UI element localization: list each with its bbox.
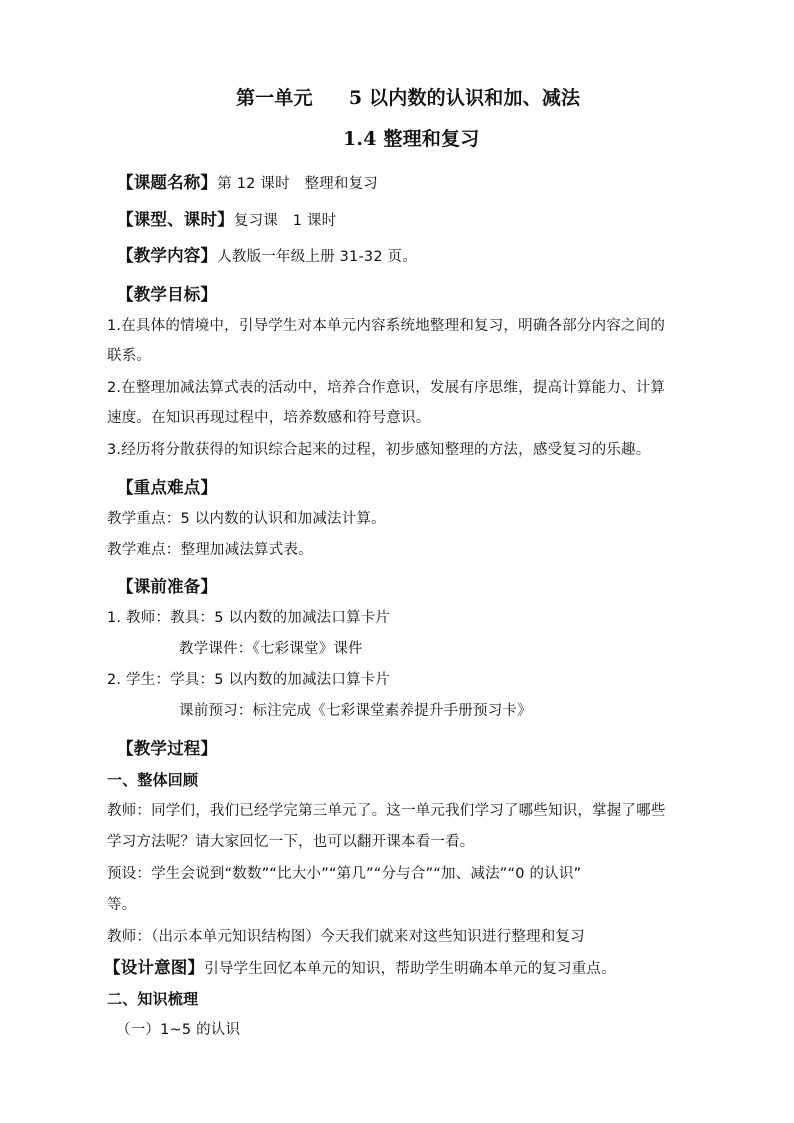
para-3: 教师：（出示本单元知识结构图）今天我们就来对这些知识进行整理和复习: [107, 929, 585, 945]
keypoints-heading: 【重点难点】: [117, 478, 218, 497]
goals-heading: 【教学目标】: [117, 285, 218, 304]
process-heading: 【教学过程】: [117, 739, 218, 758]
course-name-line: [117, 173, 378, 194]
course-content-value: 人教版一年级上册 31-32 页。: [217, 249, 417, 265]
lesson-title: 1.4 整理和复习: [343, 128, 480, 150]
design-intent-line: [104, 958, 616, 979]
course-type-value: 复习课 1 课时: [233, 213, 337, 229]
course-content-label: 【教学内容】: [117, 246, 218, 265]
course-type-line: [117, 210, 336, 231]
para-2-line-2: 等。: [107, 897, 137, 913]
prep-heading: 【课前准备】: [117, 577, 218, 596]
prep-student-2: 课前预习：标注完成《七彩课堂素养提升手册预习卡》: [179, 703, 532, 719]
unit-label: 第一单元: [236, 87, 313, 109]
course-name-label: 【课题名称】: [117, 173, 218, 192]
course-type-label: 【课型、课时】: [117, 210, 234, 229]
course-content-line: [117, 246, 417, 267]
key-point: 教学重点：5 以内数的认识和加减法计算。: [107, 511, 386, 527]
part-2-title: 二、知识梳理: [107, 990, 199, 1008]
difficult-point: 教学难点：整理加减法算式表。: [107, 542, 313, 558]
goal-2-line-1: 2.在整理加减法算式表的活动中，培养合作意识，发展有序思维，提高计算能力、计算: [107, 380, 666, 396]
unit-title: [236, 86, 580, 110]
prep-teacher-1: 1. 教师：教具：5 以内数的加减法口算卡片: [107, 610, 391, 626]
para-1-line-2: 学习方法呢？请大家回忆一下，也可以翻开课本看一看。: [107, 834, 475, 850]
goal-1-line-2: 联系。: [107, 348, 152, 364]
part-1-title: 一、整体回顾: [107, 771, 199, 789]
design-intent-value: 引导学生回忆本单元的知识，帮助学生明确本单元的复习重点。: [204, 961, 616, 977]
goal-3-line-1: 3.经历将分散获得的知识综合起来的过程，初步感知整理的方法，感受复习的乐趣。: [107, 442, 651, 458]
part-2-subtitle: （一）1~5 的认识: [116, 1022, 241, 1038]
prep-student-1: 2. 学生：学具：5 以内数的加减法口算卡片: [107, 672, 391, 688]
para-2-line-1: 预设：学生会说到“数数”“比大小”“第几”“分与合”“加、减法”“0 的认识”: [107, 866, 582, 882]
design-intent-label: 【设计意图】: [104, 958, 205, 977]
prep-teacher-2: 教学课件：《七彩课堂》课件: [179, 641, 363, 657]
goal-1-line-1: 1.在具体的情境中，引导学生对本单元内容系统地整理和复习，明确各部分内容之间的: [107, 318, 666, 334]
unit-name: 5 以内数的认识和加、减法: [348, 87, 581, 109]
goal-2-line-2: 速度。在知识再现过程中，培养数感和符号意识。: [107, 410, 431, 426]
para-1-line-1: 教师：同学们，我们已经学完第三单元了。这一单元我们学习了哪些知识，掌握了哪些: [107, 803, 666, 819]
course-name-value: 第 12 课时 整理和复习: [217, 176, 378, 192]
